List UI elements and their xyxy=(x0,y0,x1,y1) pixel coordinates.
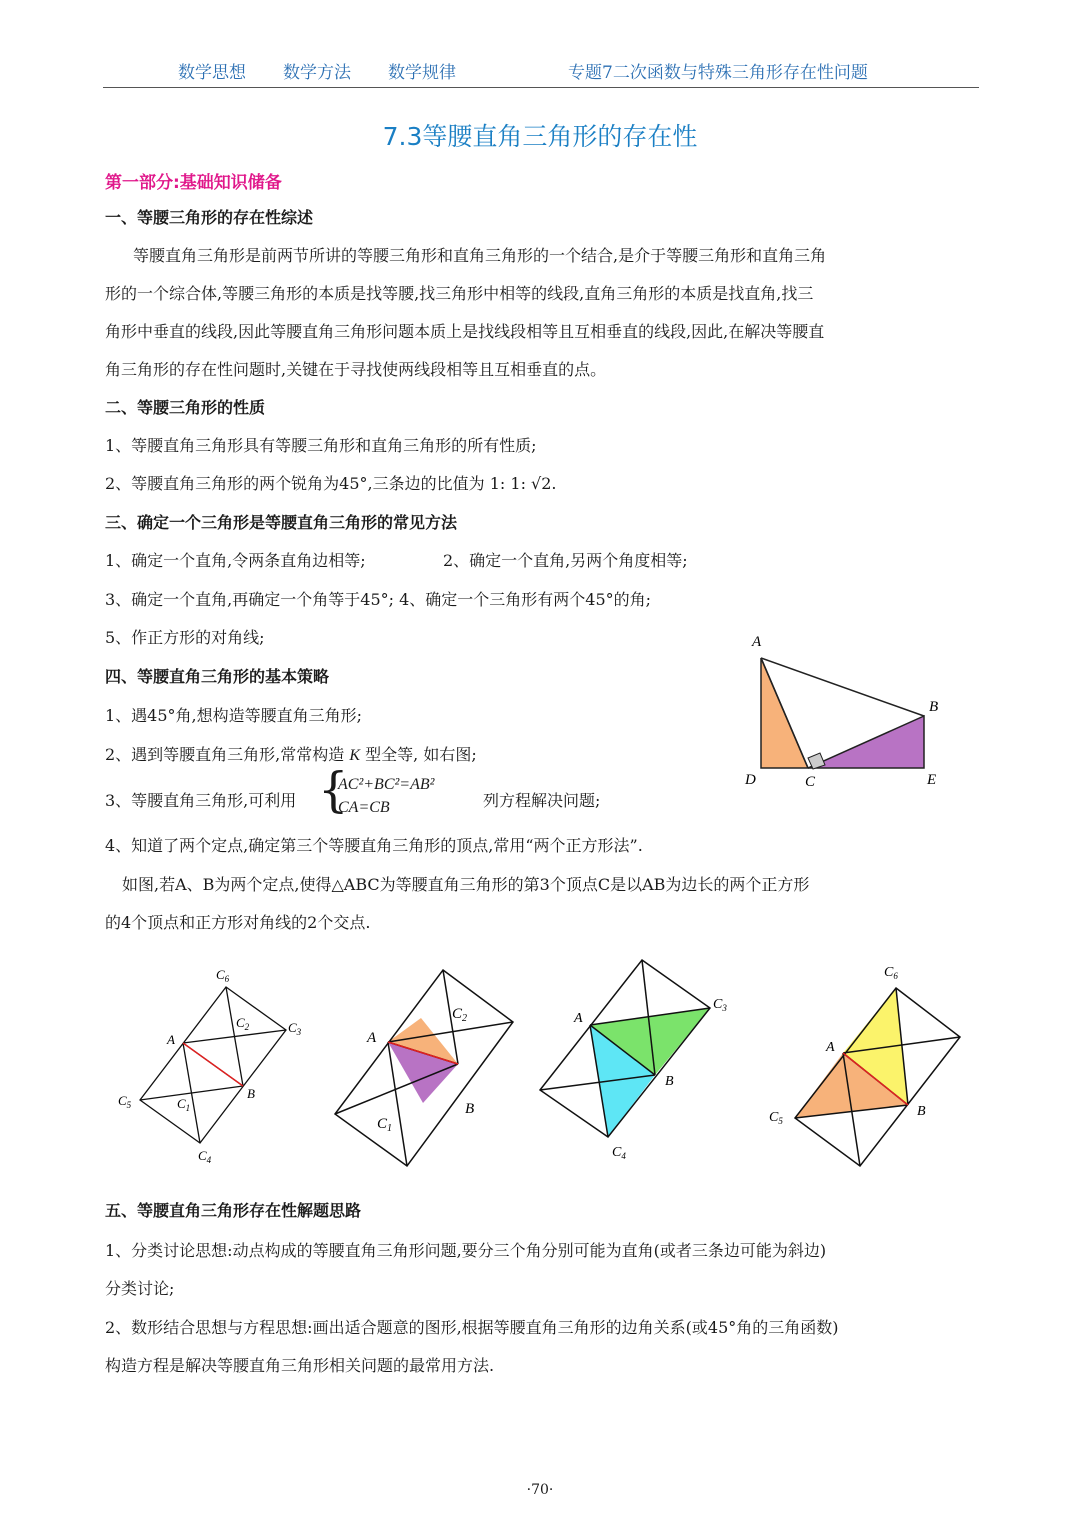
ratio-text: 2、等腰直角三角形的两个锐角为45°,三条边的比值为 xyxy=(105,474,485,493)
text-span: 2、遇到等腰直角三角形,常常构造 xyxy=(105,745,345,764)
subscript: 1 xyxy=(185,1103,191,1113)
label-text: C xyxy=(177,1096,186,1111)
label-b: B xyxy=(929,699,939,715)
label-a: A xyxy=(367,1030,377,1046)
section-5-line: 构造方程是解决等腰直角三角形相关问题的最常用方法. xyxy=(105,1356,495,1375)
section-2-line xyxy=(105,471,557,494)
label-b: B xyxy=(917,1104,926,1119)
label-a: A xyxy=(752,634,762,650)
label-c3 xyxy=(288,1020,302,1037)
label-c5 xyxy=(118,1093,132,1110)
section-1-line: 角三角形的存在性问题时,关键在于寻找使两线段相等且互相垂直的点。 xyxy=(105,360,607,379)
part-heading: 第一部分:基础知识储备 xyxy=(105,173,282,193)
subscript: 5 xyxy=(778,1116,783,1126)
label-text: C xyxy=(118,1093,127,1108)
label-d: D xyxy=(745,772,756,788)
header-item-2: 数学方法 xyxy=(283,63,351,83)
subscript: 6 xyxy=(893,971,898,981)
subscript: 4 xyxy=(206,1155,212,1165)
section-3-line: 2、确定一个直角,另两个角度相等; xyxy=(443,551,688,570)
subscript: 3 xyxy=(722,1003,727,1013)
section-5-heading: 五、等腰直角三角形存在性解题思路 xyxy=(105,1201,362,1220)
section-3-line: 1、确定一个直角,令两条直角边相等; xyxy=(105,551,366,570)
label-text: C xyxy=(612,1145,622,1160)
label-c2 xyxy=(452,1006,467,1024)
section-4-line: 1、遇45°角,想构造等腰直角三角形; xyxy=(105,706,363,725)
label-c: C xyxy=(805,774,816,790)
section-1-line: 形的一个综合体,等腰三角形的本质是找等腰,找三角形中相等的线段,直角三角形的本质是找直角,找三 xyxy=(105,284,814,303)
page-number: ·70· xyxy=(526,1482,554,1498)
figure-3 xyxy=(530,950,745,1170)
section-5-line: 分类讨论; xyxy=(105,1279,175,1298)
label-e: E xyxy=(927,772,937,788)
label-a: A xyxy=(574,1011,583,1026)
diagonal xyxy=(183,1043,200,1143)
subscript: 2 xyxy=(244,1022,250,1032)
label-c6 xyxy=(884,965,898,981)
label-text: C xyxy=(288,1020,297,1035)
label-text: C xyxy=(236,1015,245,1030)
section-5-line: 1、分类讨论思想:动点构成的等腰直角三角形问题,要分三个角分别可能为直角(或者三条边可能为斜边) xyxy=(105,1241,827,1260)
section-3-line: 3、确定一个直角,再确定一个角等于45°; 4、确定一个三角形有两个45°的角; xyxy=(105,590,652,609)
section-3-heading: 三、确定一个三角形是等腰直角三角形的常见方法 xyxy=(105,513,458,532)
label-text: C xyxy=(769,1110,779,1125)
subscript: 3 xyxy=(296,1027,302,1037)
figure-1 xyxy=(110,960,310,1170)
section-4-line: 3、等腰直角三角形,可利用 xyxy=(105,791,297,810)
section-2-line: 1、等腰直角三角形具有等腰三角形和直角三角形的所有性质; xyxy=(105,436,537,455)
label-c4 xyxy=(198,1148,212,1165)
segment-ab xyxy=(183,1043,243,1086)
label-b: B xyxy=(247,1086,255,1101)
label-b: B xyxy=(465,1101,475,1117)
subscript: 6 xyxy=(224,974,230,984)
subscript: 5 xyxy=(126,1100,132,1110)
figure-4 xyxy=(760,960,980,1170)
section-4-heading: 四、等腰直角三角形的基本策略 xyxy=(105,667,330,686)
label-c5 xyxy=(769,1110,783,1126)
section-4-line: 列方程解决问题; xyxy=(483,791,601,810)
label-text: C xyxy=(216,967,225,982)
section-1-line: 角形中垂直的线段,因此等腰直角三角形问题本质上是找线段相等且互相垂直的线段,因此,在解决等腰直 xyxy=(105,322,825,341)
section-4-line: 4、知道了两个定点,确定第三个等腰直角三角形的顶点,常用“两个正方形法”. xyxy=(105,836,643,855)
ratio-value: 1: 1: √2. xyxy=(489,474,557,493)
header-topic: 专题7二次函数与特殊三角形存在性问题 xyxy=(568,63,868,83)
label-c4 xyxy=(612,1145,626,1161)
label-text: C xyxy=(713,997,723,1012)
label-c2 xyxy=(236,1015,250,1032)
header-item-3: 数学规律 xyxy=(388,63,456,83)
subscript: 4 xyxy=(621,1151,626,1161)
text-span: 型全等, 如右图; xyxy=(365,745,477,764)
label-text: C xyxy=(377,1116,388,1132)
section-4-line: 的4个顶点和正方形对角线的2个交点. xyxy=(105,913,371,932)
section-5-line: 2、数形结合思想与方程思想:画出适合题意的图形,根据等腰直角三角形的边角关系(或45°角的三角函数) xyxy=(105,1318,839,1337)
label-text: C xyxy=(452,1006,463,1022)
equation-system xyxy=(318,762,493,822)
label-c3 xyxy=(713,997,727,1013)
right-triangle xyxy=(808,716,924,768)
section-4-line: 如图,若A、B为两个定点,使得△ABC为等腰直角三角形的第3个顶点C是以AB为边长的两个正方形 xyxy=(122,875,810,894)
label-a: A xyxy=(167,1032,175,1047)
figure-2 xyxy=(325,960,525,1175)
subscript: 1 xyxy=(387,1123,393,1134)
equation-1: AC²+BC²=AB² xyxy=(338,776,435,793)
subscript: 2 xyxy=(462,1013,468,1024)
label-c1 xyxy=(377,1116,392,1134)
page-title: 7.3等腰直角三角形的存在性 xyxy=(382,122,698,151)
equation-2: CA=CB xyxy=(338,799,390,816)
hypotenuse-ab xyxy=(761,658,924,716)
label-b: B xyxy=(665,1074,674,1089)
diagonal xyxy=(226,987,243,1086)
label-c1 xyxy=(177,1096,190,1113)
label-text: C xyxy=(884,965,894,980)
section-1-heading: 一、等腰三角形的存在性综述 xyxy=(105,208,314,227)
section-4-line xyxy=(105,742,477,765)
k-letter: K xyxy=(349,747,361,764)
header-divider xyxy=(103,87,979,88)
label-text: C xyxy=(198,1148,207,1163)
section-2-heading: 二、等腰三角形的性质 xyxy=(105,398,266,417)
header-item-1: 数学思想 xyxy=(178,63,246,83)
section-1-line: 等腰直角三角形是前两节所讲的等腰三角形和直角三角形的一个结合,是介于等腰三角形和直角三角 xyxy=(133,246,827,265)
label-c6 xyxy=(216,967,230,984)
label-a: A xyxy=(826,1040,835,1055)
page-header xyxy=(0,58,1080,82)
section-3-line: 5、作正方形的对角线; xyxy=(105,628,265,647)
brace-symbol: { xyxy=(318,762,349,818)
k-shape-figure xyxy=(740,625,960,795)
